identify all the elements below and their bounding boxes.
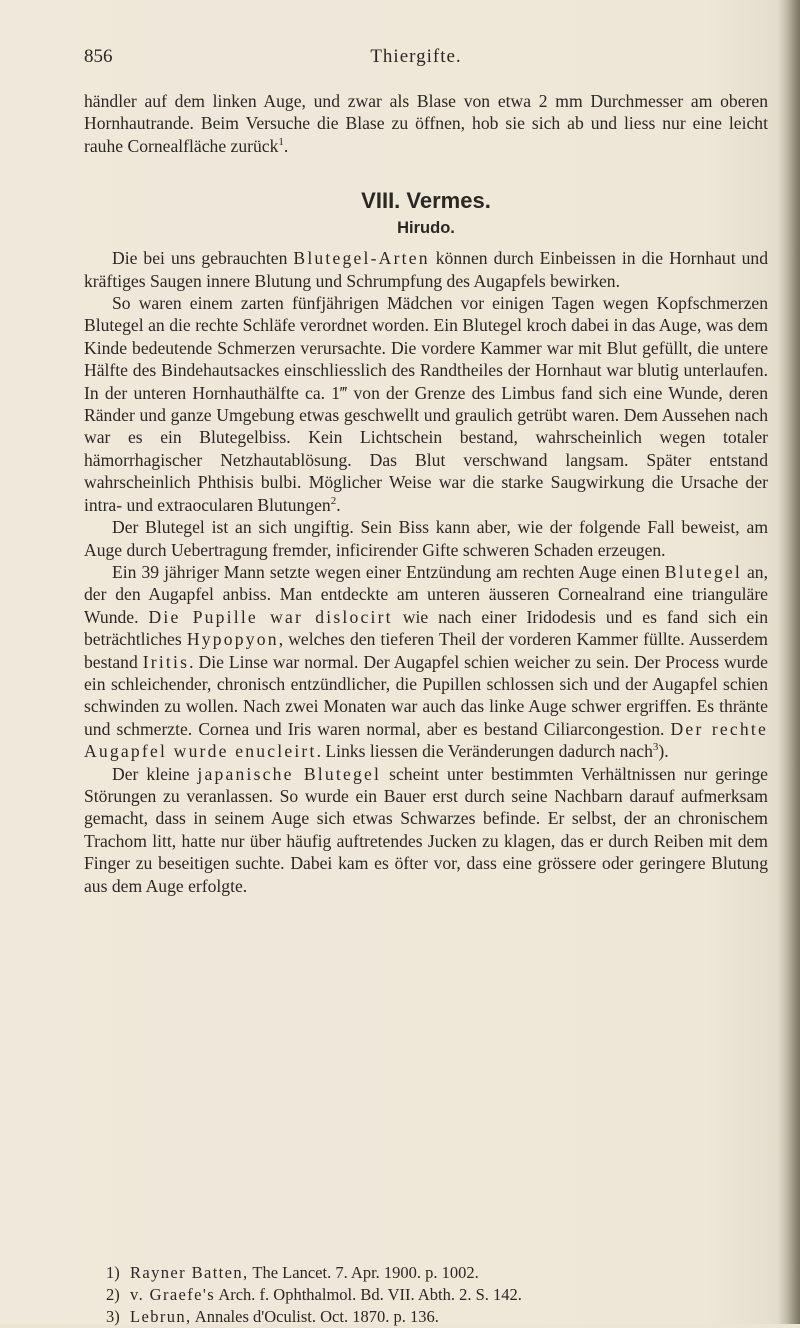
section-subtitle: Hirudo. xyxy=(397,219,455,238)
paragraph-3: Der Blutegel ist an sich ungiftig. Sein Biss kann aber, wie der folgende Fall beweist, am Auge durch Uebertragung fremder, inficirender Gifte schweren Schaden erzeugen. xyxy=(84,517,768,560)
footnote: 1) Rayner Batten, The Lancet. 7. Apr. 1900. p. 1002. xyxy=(106,1263,479,1282)
footnotes xyxy=(106,1262,746,1328)
paragraph-5: Der kleine japanische Blutegel scheint unter bestimmten Verhältnissen nur geringe Störungen zu veranlassen. So wurde ein Bauer erst durch seine Nachbarn darauf aufmerksam gemacht, dass in seinem Auge sich etwas Schwarzes befinde. Er selbst, der an chronischem Trachom litt, hatte nur über häufig auftretendes Jucken zu klagen, das er durch Reiben mit dem Finger zu beseitigen suchte. Dabei kam es öfter vor, dass eine grössere oder geringere Blutung aus dem Auge erfolgte. xyxy=(84,763,768,896)
spaced-term: Die Pupille war dislocirt xyxy=(148,606,393,627)
spaced-term: Der rechte Augapfel wurde enucleirt xyxy=(84,718,768,762)
footnote: 2) v. Graefe's Arch. f. Ophthalmol. Bd. VII. Abth. 2. S. 142. xyxy=(106,1285,522,1304)
footnote: 3) Lebrun, Annales d'Oculist. Oct. 1870. p. 136. xyxy=(106,1307,439,1326)
body-text xyxy=(84,90,768,897)
paragraph-1: Die bei uns gebrauchten Blutegel-Arten können durch Einbeissen in die Hornhaut und kräftiges Saugen innere Blutung und Schrumpfung des Augapfels bewirken. xyxy=(84,248,768,291)
running-head: Thiergifte. xyxy=(370,46,462,67)
page-header xyxy=(84,46,748,72)
footnote-ref-1: 1 xyxy=(278,135,284,148)
paragraph-4: Ein 39 jähriger Mann setzte wegen einer Entzündung am rechten Auge einen Blutegel an, der den Augapfel anbiss. Man entdeckte am unteren äusseren Cornealrand eine trianguläre Wunde. Die Pupille war dislocirt wie nach einer Iridodesis und es fand sich ein beträchtliches Hypopyon, welches den tieferen Theil der vorderen Kammer füllte. Ausserdem bestand Iritis. Die Linse war normal. Der Augapfel schien weicher zu sein. Der Process wurde ein schleichender, chronisch entzündlicher, die Pupillen schlossen sich und der Augapfel schien schwinden zu wollen. Nach zwei Monaten war auch das linke Auge schwer ergriffen. Es thränte und schmerzte. Cornea und Iris waren normal, aber es bestand Ciliarcongestion. Der rechte Augapfel wurde enucleirt. Links liessen die Veränderungen dadurch nach$^3$). xyxy=(84,561,768,762)
page-binding-shadow xyxy=(778,0,800,1324)
footnote-ref-3: 3 xyxy=(652,741,659,754)
footnote-ref-2: 2 xyxy=(330,494,337,507)
spaced-term: japanische Blutegel xyxy=(197,763,382,784)
spaced-term: Hypopyon xyxy=(186,629,279,650)
spaced-term: Blutegel xyxy=(664,561,742,582)
section-title: VIII. Vermes. xyxy=(361,188,491,214)
page-number: 856 xyxy=(84,46,113,67)
paragraph-intro: händler auf dem linken Auge, und zwar als Blase von etwa 2 mm Durchmesser am oberen Hornhautrande. Beim Versuche die Blase zu öffnen, hob sie sich ab und liess nur eine leicht rauhe Cornealfläche zurück$^1$. xyxy=(84,91,768,156)
spaced-term: Iritis xyxy=(142,651,190,672)
spaced-term: Blutegel-Arten xyxy=(293,248,430,269)
paragraph-2: So waren einem zarten fünfjährigen Mädchen vor einigen Tagen wegen Kopfschmerzen Blutegel an die rechte Schläfe verordnet worden. Ein Blutegel kroch dabei in das Auge, was dem Kinde bedeutende Schmerzen verursachte. Die vordere Kammer war mit Blut gefüllt, die untere Hälfte des Bindehautsackes einschliesslich des Randtheiles der Hornhaut war blutig unterlaufen. In der unteren Hornhauthälfte ca. 1‴ von der Grenze des Limbus fand sich eine Wunde, deren Ränder und ganze Umgebung etwas geschwellt und graulich getrübt waren. Dem Aussehen nach war es ein Blutegelbiss. Kein Lichtschein bestand, wahrscheinlich wegen totaler hämorrhagischer Netzhautablösung. Das Blut verschwand langsam. Später entstand wahrscheinlich Phthisis bulbi. Möglicher Weise war die starke Saugwirkung die Ursache der intra- und extraocularen Blutungen$^2$. xyxy=(84,293,768,515)
